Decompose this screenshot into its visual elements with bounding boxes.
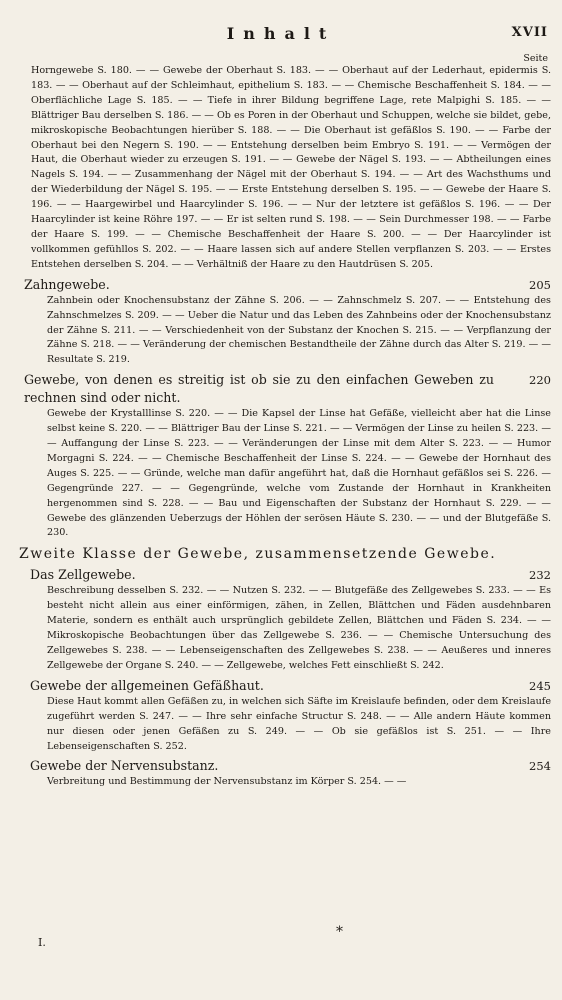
section-zellgewebe: [31, 566, 551, 673]
section-page: 220: [529, 373, 551, 388]
section-entries: Verbreitung und Bestimmung der Nervensubstanz im Körper S. 254. — —: [47, 776, 407, 788]
section-page: 254: [529, 759, 551, 774]
section-title: Gewebe der allgemeinen Gefäßhaut.: [30, 677, 264, 693]
section-title: Das Zellgewebe.: [30, 567, 136, 583]
section-gefaesshaut: [31, 677, 551, 755]
section-heading: [30, 566, 551, 584]
section-title: Zahngewebe.: [24, 276, 110, 292]
section-title: Gewebe der Nervensubstanz.: [30, 758, 219, 774]
footer-signature-mark: I.: [38, 936, 46, 949]
page-header: [0, 24, 562, 48]
section-streitige-gewebe: [24, 371, 551, 541]
intro-paragraph: Horngewebe S. 180. — — Gewebe der Oberhaut S. 183. — — Oberhaut auf der Lederhaut, epidermis S. 183. — — Oberhaut auf der Schleimhaut, epithelium S. 183. — — Chemische Beschaffenheit S. 184. — — Oberflächliche Lage S. 185. — — Tiefe in ihrer Bildung begriffene Lage, rete Malpighi S. 185. — — Blättriger Bau derselben S. 186. — — Ob es Poren in der Oberhaut und Schuppen, welche sie bildet, gebe, mikroskopische Beobachtungen hierüber S. 188. — — Die Oberhaut ist gefäßlos S. 190. — — Farbe der Oberhaut bei den Negern S. 190. — — Entstehung derselben beim Embryo S. 191. — — Vermögen der Haut, die Oberhaut wieder zu erzeugen S. 191. — — Gewebe der Nägel S. 193. — — Abtheilungen eines Nagels S. 194. — — Zusammenhang der Nägel mit der Oberhaut S. 194. — — Art des Wachsthums und der Wiederbildung der Nägel S. 195. — — Erste Entstehung derselben S. 195. — — Gewebe der Haare S. 196. — — Haargewirbel und Haarcylinder S. 196. — — Nur der letztere ist gefäßlos S. 196. — — Der Haarcylinder ist keine Röhre 197. — — Er ist selten rund S. 198. — — Sein Durchmesser 198. — — Farbe der Haare S. 199. — — Chemische Beschaffenheit der Haare S. 200. — — Der Haarcylinder ist vollkommen gefühllos S. 202. — — Haare lassen sich auf andere Stellen verpflanzen S. 203. — — Erstes Entstehen derselben S. 204. — — Verhältniß der Haare zu den Hautdrüsen S. 205.: [31, 65, 551, 270]
section-heading: [24, 371, 551, 407]
footer-star-mark: *: [336, 924, 343, 940]
section-heading: [30, 677, 551, 695]
section-heading: [30, 757, 551, 775]
section-page: 205: [529, 277, 551, 292]
section-entries: Beschreibung desselben S. 232. — — Nutzen S. 232. — — Blutgefäße des Zellgewebes S. 233. — — Es besteht nicht allein aus einer einförmigen, zähen, in Zellen, Blättchen und Fäden ausdehnbaren Materie, sondern es enthält auch ursprünglich gebildete Zellen, Blättchen und Fäden S. 234. — — Mikroskopische Beobachtungen über das Zellgewebe S. 236. — — Chemische Untersuchung des Zellgewebes S. 238. — — Lebenseigenschaften des Zellgewebes S. 238. — — Aeußeres und inneres Zellgewebe der Organe S. 240. — — Zellgewebe, welches Fett einschließt S. 242.: [47, 585, 551, 671]
section-entries: Diese Haut kommt allen Gefäßen zu, in welchen sich Säfte im Kreislaufe befinden, oder dem Kreislaufe zugeführt werden S. 247. — — Ihre sehr einfache Structur S. 248. — — Alle andern Häute kommen nur diesen oder jenen Gefäßen zu S. 249. — — Ob sie gefäßlos ist S. 251. — — Ihre Lebenseigenschaften S. 252.: [47, 695, 551, 752]
table-of-contents: [19, 64, 551, 790]
section-heading: [24, 276, 551, 294]
section-zahngewebe: [24, 276, 551, 369]
section-page: 245: [529, 678, 551, 693]
section-nervensubstanz: [31, 757, 551, 790]
section-page: 232: [529, 568, 551, 583]
class-heading: Zweite Klasse der Gewebe, zusammensetzende Gewebe.: [19, 546, 497, 563]
section-title: Gewebe, von denen es streitig ist ob sie zu den einfachen Geweben zu rechnen sind oder nicht.: [24, 372, 494, 406]
seite-column-label: Seite: [523, 53, 548, 64]
section-entries: Gewebe der Krystalllinse S. 220. — — Die Kapsel der Linse hat Gefäße, vielleicht aber hat die Linse selbst keine S. 220. — — Blättriger Bau der Linse S. 221. — — Vermögen der Linse zu heilen S. 223. — — Auffangung der Linse S. 223. — — Veränderungen der Linse mit dem Alter S. 223. — — Humor Morgagni S. 224. — — Chemische Beschaffenheit der Linse S. 224. — — Gewebe der Hornhaut des Auges S. 225. — — Gründe, welche man dafür angeführt hat, daß die Hornhaut gefäßlos sei S. 226. — Gegengründe 227. — — Gegengründe, welche vom Zustande der Hornhaut in Krankheiten hergenommen sind S. 228. — — Bau und Eigenschaften der Substanz der Hornhaut S. 229. — — Gewebe des glänzenden Ueberzugs der Höhlen der serösen Häute S. 230. — — und der Blutgefäße S. 230.: [47, 408, 551, 539]
page-number: XVII: [511, 25, 548, 40]
page-title: Inhalt: [226, 24, 336, 43]
section-entries: Zahnbein oder Knochensubstanz der Zähne S. 206. — — Zahnschmelz S. 207. — — Entstehung des Zahnschmelzes S. 209. — — Ueber die Natur und das Leben des Zahnbeins oder der Knochensubstanz der Zähne S. 211. — — Verschiedenheit von der Substanz der Knochen S. 215. — — Verpflanzung der Zähne S. 218. — — Veränderung der chemischen Bestandtheile der Zähne durch das Alter S. 219. — — Resultate S. 219.: [47, 294, 551, 366]
